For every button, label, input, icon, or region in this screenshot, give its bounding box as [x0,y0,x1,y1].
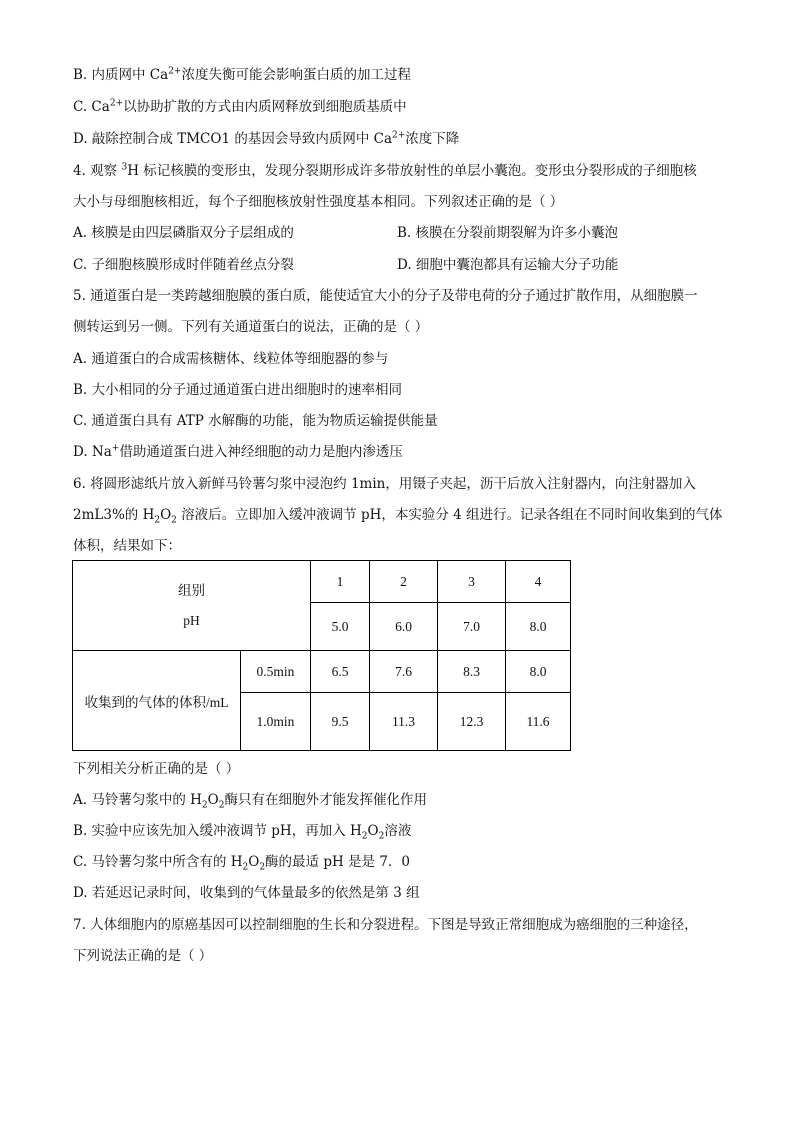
q4-option-c: C. 子细胞核膜形成时伴随着丝点分裂 [73,257,294,273]
ph-cell: 7.0 [438,603,506,651]
q6-option-d: D. 若延迟记录时间，收集到的气体量最多的依然是第 3 组 [73,885,420,901]
results-table [72,560,571,751]
time-label: 0.5min [241,651,311,693]
ph-cell: 8.0 [506,603,571,651]
q6-stem-line2: 2mL3%的 $H_2O_2$ 溶液后。立即加入缓冲液调节 pH，本实验分 4 组进行。记录各组在不同时间收集到的气体 [73,507,723,526]
q4-option-d: D. 细胞中囊泡都具有运输大分子功能 [397,257,619,273]
q6-stem-line3: 体积，结果如下： [73,538,181,554]
header-group-ph [73,561,311,651]
q3-option-b: B. 内质网中 $Ca^{2+}$浓度失衡可能会影响蛋白质的加工过程 [73,66,411,83]
group-cell: 2 [370,561,438,603]
q4-option-b: B. 核膜在分裂前期裂解为许多小囊泡 [397,225,619,241]
group-cell: 1 [311,561,370,603]
q7-stem-line2: 下列说法正确的是（ ） [73,948,213,964]
volume-cell: 6.5 [311,651,370,693]
ph-cell: 5.0 [311,603,370,651]
q5-stem-line2: 侧转运到另一侧。下列有关通道蛋白的说法，正确的是（ ） [73,319,429,335]
q7-stem-line1: 7. 人体细胞内的原癌基因可以控制细胞的生长和分裂进程。下图是导致正常细胞成为癌细胞的三种途径， [73,917,698,933]
volume-cell: 12.3 [438,693,506,751]
q4-stem-line2: 大小与母细胞核相近，每个子细胞核放射性强度基本相同。下列叙述正确的是（ ） [73,194,564,210]
volume-cell: 11.6 [506,693,571,751]
q6-question: 下列相关分析正确的是（ ） [73,761,240,777]
q4-option-a: A. 核膜是由四层磷脂双分子层组成的 [73,225,294,241]
q6-option-c: C. 马铃薯匀浆中所含有的 $H_2O_2$酶的最适 pH 是是 7．0 [73,854,411,873]
volume-cell: 9.5 [311,693,370,751]
group-cell: 4 [506,561,571,603]
group-label: 组别 [178,582,205,598]
volume-cell: 7.6 [370,651,438,693]
volume-cell: 11.3 [370,693,438,751]
q5-option-d: D. Na+借助通道蛋白进入神经细胞的动力是胞内渗透压 [73,443,403,460]
q4-stem-line1: 4. 观察 $^3$H 标记核膜的变形虫，发现分裂期形成许多带放射性的单层小囊泡。变形虫分裂形成的子细胞核 [73,162,697,179]
q6-option-b: B. 实验中应该先加入缓冲液调节 pH，再加入 $H_2O_2$溶液 [73,823,412,842]
ph-cell: 6.0 [370,603,438,651]
volume-cell: 8.0 [506,651,571,693]
volume-label: 收集到的气体的体积/mL [73,651,241,751]
q5-option-b: B. 大小相同的分子通过通道蛋白进出细胞时的速率相同 [73,382,403,398]
volume-cell: 8.3 [438,651,506,693]
q6-stem-line1: 6. 将圆形滤纸片放入新鲜马铃薯匀浆中浸泡约 1min，用镊子夹起，沥干后放入注射器内，向注射器加入 [73,476,696,492]
q3-option-c: C. $Ca^{2+}$以协助扩散的方式由内质网释放到细胞质基质中 [73,98,407,115]
q5-stem-line1: 5. 通道蛋白是一类跨越细胞膜的蛋白质，能使适宜大小的分子及带电荷的分子通过扩散作用，从细胞膜一 [73,288,698,304]
q3-option-d: D. 敲除控制合成 TMCO1 的基因会导致内质网中 $Ca^{2+}$浓度下降 [73,130,460,147]
group-cell: 3 [438,561,506,603]
ph-label: pH [183,612,200,628]
q6-option-a: A. 马铃薯匀浆中的 $H_2O_2$酶只有在细胞外才能发挥催化作用 [73,792,427,811]
q5-option-c: C. 通道蛋白具有 ATP 水解酶的功能，能为物质运输提供能量 [73,413,438,429]
time-label: 1.0min [241,693,311,751]
q5-option-a: A. 通道蛋白的合成需核糖体、线粒体等细胞器的参与 [73,351,389,367]
